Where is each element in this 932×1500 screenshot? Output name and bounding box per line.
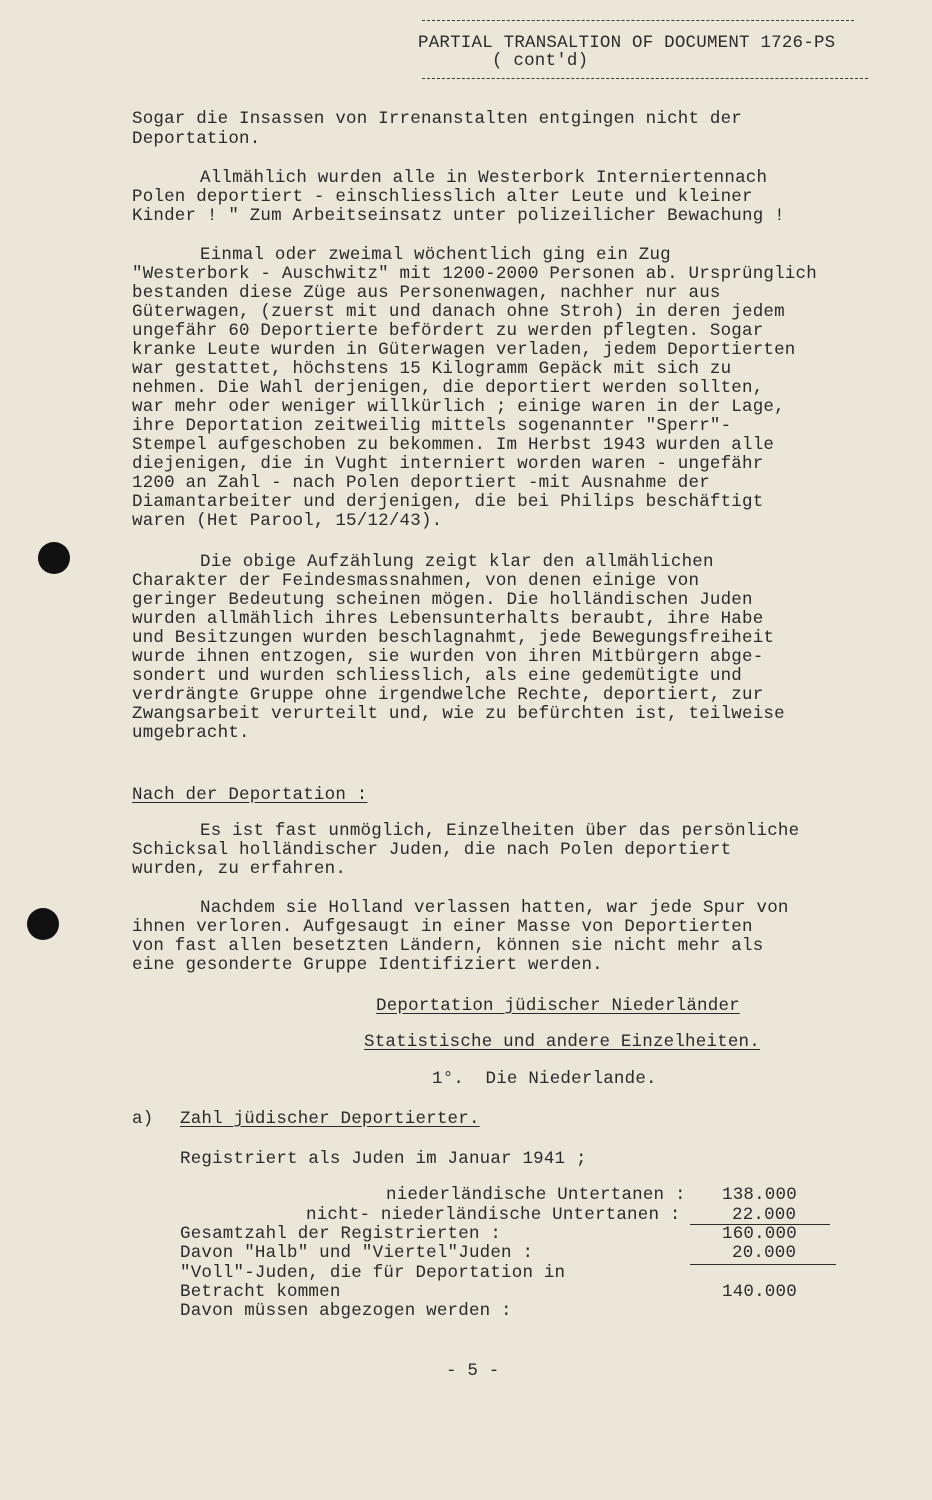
text-line: diejenigen, die in Vught interniert worden waren - ungefähr (132, 454, 764, 474)
text-line: geringer Bedeutung scheinen mögen. Die holländischen Juden (132, 590, 753, 610)
stat-label: niederländische Untertanen : (386, 1185, 686, 1205)
header-subtitle: ( cont'd) (492, 51, 589, 71)
stat-value: 20.000 (732, 1243, 797, 1263)
item-a-title: Zahl jüdischer Deportierter. (180, 1109, 480, 1129)
text-line: war mehr oder weniger willkürlich ; einige waren in der Lage, (132, 397, 785, 417)
text-line: Kinder ! " Zum Arbeitseinsatz unter polizeilicher Bewachung ! (132, 206, 785, 226)
text-line: Schicksal holländischer Juden, die nach Polen deportiert (132, 840, 732, 860)
stat-label: "Voll"-Juden, die für Deportation in (180, 1263, 566, 1283)
heading-netherlands: 1°. Die Niederlande. (432, 1069, 657, 1089)
text-line: ungefähr 60 Deportierte befördert zu werden pflegten. Sogar (132, 321, 764, 341)
stat-label: Betracht kommen (180, 1282, 341, 1302)
text-line: von fast allen besetzten Ländern, können sie nicht mehr als (132, 936, 764, 956)
stat-value: 22.000 (732, 1205, 797, 1225)
stat-value: 138.000 (722, 1185, 797, 1205)
heading-statistics: Statistische und andere Einzelheiten. (364, 1032, 760, 1052)
item-a-label: a) (132, 1109, 154, 1129)
text-line: war gestattet, höchstens 15 Kilogramm Gepäck mit sich zu (132, 359, 732, 379)
text-line: Diamantarbeiter und derjenigen, die bei Philips beschäftigt (132, 492, 764, 512)
punch-hole (27, 908, 59, 940)
text-line: bestanden diese Züge aus Personenwagen, nachher nur aus (132, 283, 721, 303)
text-line: wurden, zu erfahren. (132, 859, 347, 879)
text-line: Charakter der Feindesmassnahmen, von denen einige von (132, 571, 700, 591)
section-heading: Nach der Deportation : (132, 785, 368, 805)
header-top-rule (422, 20, 854, 21)
text-line: Es ist fast unmöglich, Einzelheiten über das persönliche (200, 821, 800, 841)
text-line: ihre Deportation zeitweilig mittels sogenannter "Sperr"- (132, 416, 732, 436)
stat-label: Davon "Halb" und "Viertel"Juden : (180, 1243, 534, 1263)
stat-label: Davon müssen abgezogen werden : (180, 1301, 512, 1321)
text-line: waren (Het Parool, 15/12/43). (132, 511, 443, 531)
text-line: kranke Leute wurden in Güterwagen verladen, jedem Deportierten (132, 340, 796, 360)
stat-label: nicht- niederländische Untertanen : (306, 1205, 681, 1225)
text-line: 1200 an Zahl - nach Polen deportiert -mit Ausnahme der (132, 473, 710, 493)
stat-value: 140.000 (722, 1282, 797, 1302)
sum-rule (690, 1264, 836, 1265)
stat-value: 160.000 (722, 1224, 797, 1244)
text-line: Einmal oder zweimal wöchentlich ging ein Zug (200, 245, 671, 265)
text-line: eine gesonderte Gruppe Identifiziert werden. (132, 955, 603, 975)
stats-intro: Registriert als Juden im Januar 1941 ; (180, 1149, 587, 1169)
text-line: Deportation. (132, 129, 261, 149)
text-line: Stempel aufgeschoben zu bekommen. Im Herbst 1943 wurden alle (132, 435, 775, 455)
text-line: Sogar die Insassen von Irrenanstalten entgingen nicht der (132, 109, 742, 129)
page-number: - 5 - (446, 1361, 500, 1381)
text-line: sondert und wurden schliesslich, als eine gedemütigte und (132, 666, 742, 686)
text-line: wurde ihnen entzogen, sie wurden von ihren Mitbürgern abge- (132, 647, 764, 667)
text-line: umgebracht. (132, 723, 250, 743)
stat-label: Gesamtzahl der Registrierten : (180, 1224, 502, 1244)
text-line: und Besitzungen wurden beschlagnahmt, jede Bewegungsfreiheit (132, 628, 775, 648)
header-bottom-rule (422, 78, 868, 79)
text-line: Allmählich wurden alle in Westerbork Interniertennach (200, 168, 768, 188)
text-line: "Westerbork - Auschwitz" mit 1200-2000 Personen ab. Ursprünglich (132, 264, 817, 284)
text-line: Die obige Aufzählung zeigt klar den allmählichen (200, 552, 714, 572)
text-line: nehmen. Die Wahl derjenigen, die deportiert werden sollten, (132, 378, 764, 398)
text-line: Güterwagen, (zuerst mit und danach ohne Stroh) in deren jedem (132, 302, 785, 322)
text-line: Zwangsarbeit verurteilt und, wie zu befürchten ist, teilweise (132, 704, 785, 724)
header-title: PARTIAL TRANSALTION OF DOCUMENT 1726-PS (418, 33, 836, 53)
text-line: ihnen verloren. Aufgesaugt in einer Masse von Deportierten (132, 917, 753, 937)
text-line: Nachdem sie Holland verlassen hatten, war jede Spur von (200, 898, 789, 918)
text-line: wurden allmählich ihres Lebensunterhalts beraubt, ihre Habe (132, 609, 764, 629)
text-line: verdrängte Gruppe ohne irgendwelche Rechte, deportiert, zur (132, 685, 764, 705)
heading-deportation: Deportation jüdischer Niederländer (376, 996, 740, 1016)
punch-hole (38, 542, 70, 574)
text-line: Polen deportiert - einschliesslich alter Leute und kleiner (132, 187, 753, 207)
